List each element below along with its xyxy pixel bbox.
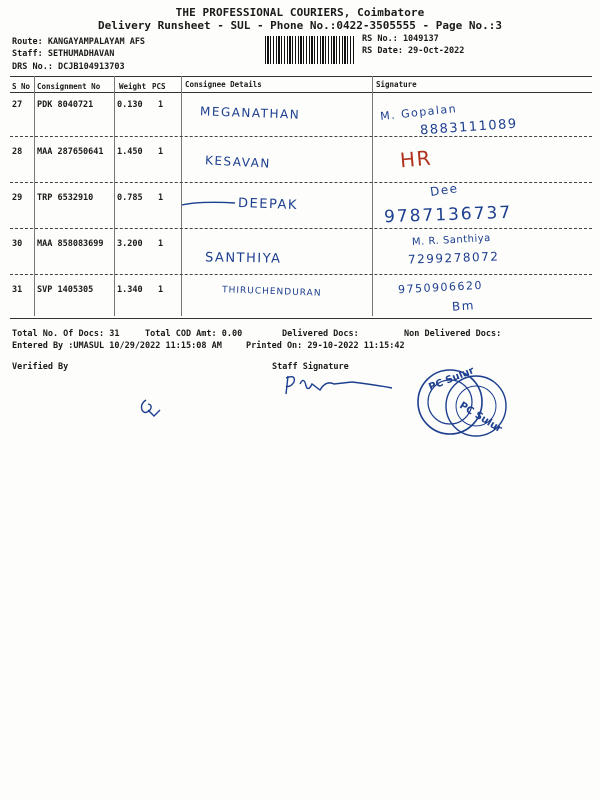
handwritten-consignee: KESAVAN xyxy=(204,153,272,171)
table-header-rule xyxy=(10,92,592,93)
handwritten-consignee: DEEPAK xyxy=(237,195,299,214)
row-sno: 31 xyxy=(12,285,23,295)
row-pcs: 1 xyxy=(158,285,164,295)
table-row xyxy=(0,183,600,227)
row-sno: 30 xyxy=(12,239,23,249)
entered-by: Entered By :UMASUL 10/29/2022 11:15:08 AM xyxy=(12,341,222,351)
table-top-rule xyxy=(10,76,592,77)
handwritten-consignee: SANTHIYA xyxy=(204,250,282,267)
handwritten-signature: Bm xyxy=(451,298,476,314)
barcode xyxy=(265,36,355,64)
staff-signature-label: Staff Signature xyxy=(272,362,349,372)
row-consignment-no: SVP 1405305 xyxy=(37,285,94,295)
col-header-weight: Weight xyxy=(119,82,147,91)
pen-stroke xyxy=(180,197,240,211)
total-cod: Total COD Amt: 0.00 xyxy=(145,329,243,339)
stamp-text: PC Sulur xyxy=(457,400,504,436)
printed-on: Printed On: 29-10-2022 11:15:42 xyxy=(246,341,405,351)
row-pcs: 1 xyxy=(158,100,164,110)
row-weight: 3.200 xyxy=(117,239,143,249)
rs-date: RS Date: 29-Oct-2022 xyxy=(362,46,465,56)
row-sno: 29 xyxy=(12,193,23,203)
row-pcs: 1 xyxy=(158,147,164,157)
verified-signature xyxy=(136,396,162,418)
runsheet-subtitle: Delivery Runsheet - SUL - Phone No.:0422-3505555 - Page No.:3 xyxy=(98,19,502,32)
staff-label: Staff: SETHUMADHAVAN xyxy=(12,49,115,59)
table-row xyxy=(0,275,600,319)
stamp-text: PC Sulur xyxy=(427,365,476,394)
page-title: THE PROFESSIONAL COURIERS, Coimbatore xyxy=(175,6,425,19)
row-pcs: 1 xyxy=(158,239,164,249)
row-consignment-no: MAA 287650641 xyxy=(37,147,104,157)
col-header-sno: S No xyxy=(12,82,31,91)
handwritten-signature: HR xyxy=(399,145,433,173)
rs-number: RS No.: 1049137 xyxy=(362,34,439,44)
col-header-consignee: Consignee Details xyxy=(185,80,262,89)
col-header-pcs: PCS xyxy=(152,82,166,91)
route-label: Route: KANGAYAMPALAYAM AFS xyxy=(12,37,146,47)
handwritten-phone: 9787136737 xyxy=(383,202,513,228)
staff-signature xyxy=(282,372,402,400)
row-consignment-no: PDK 8040721 xyxy=(37,100,94,110)
table-bottom-rule xyxy=(10,318,592,319)
row-weight: 1.450 xyxy=(117,147,143,157)
non-delivered-docs: Non Delivered Docs: xyxy=(404,329,502,339)
delivered-docs: Delivered Docs: xyxy=(282,329,359,339)
row-weight: 0.785 xyxy=(117,193,143,203)
handwritten-phone: 7299278072 xyxy=(407,249,500,267)
drs-number: DRS No.: DCJB104913703 xyxy=(12,62,125,72)
table-row xyxy=(0,94,600,139)
total-docs: Total No. Of Docs: 31 xyxy=(12,329,120,339)
col-header-signature: Signature xyxy=(376,80,417,89)
office-stamp xyxy=(398,362,518,444)
handwritten-phone: 8883111089 xyxy=(419,116,519,139)
row-sno: 27 xyxy=(12,100,23,110)
handwritten-signature: Dee xyxy=(429,181,460,199)
row-consignment-no: TRP 6532910 xyxy=(37,193,94,203)
row-consignment-no: MAA 858083699 xyxy=(37,239,104,249)
handwritten-signature: M. R. Santhiya xyxy=(411,232,492,249)
verified-by-label: Verified By xyxy=(12,362,69,372)
handwritten-consignee: MEGANATHAN xyxy=(199,104,301,122)
row-sno: 28 xyxy=(12,147,23,157)
row-weight: 1.340 xyxy=(117,285,143,295)
table-row xyxy=(0,229,600,273)
row-weight: 0.130 xyxy=(117,100,143,110)
handwritten-phone: 9750906620 xyxy=(397,278,484,297)
handwritten-consignee: THIRUCHENDURAN xyxy=(221,285,322,299)
handwritten-signature: M. Gopalan xyxy=(379,101,458,124)
row-pcs: 1 xyxy=(158,193,164,203)
table-row xyxy=(0,137,600,181)
col-header-consignment: Consignment No xyxy=(37,82,101,91)
